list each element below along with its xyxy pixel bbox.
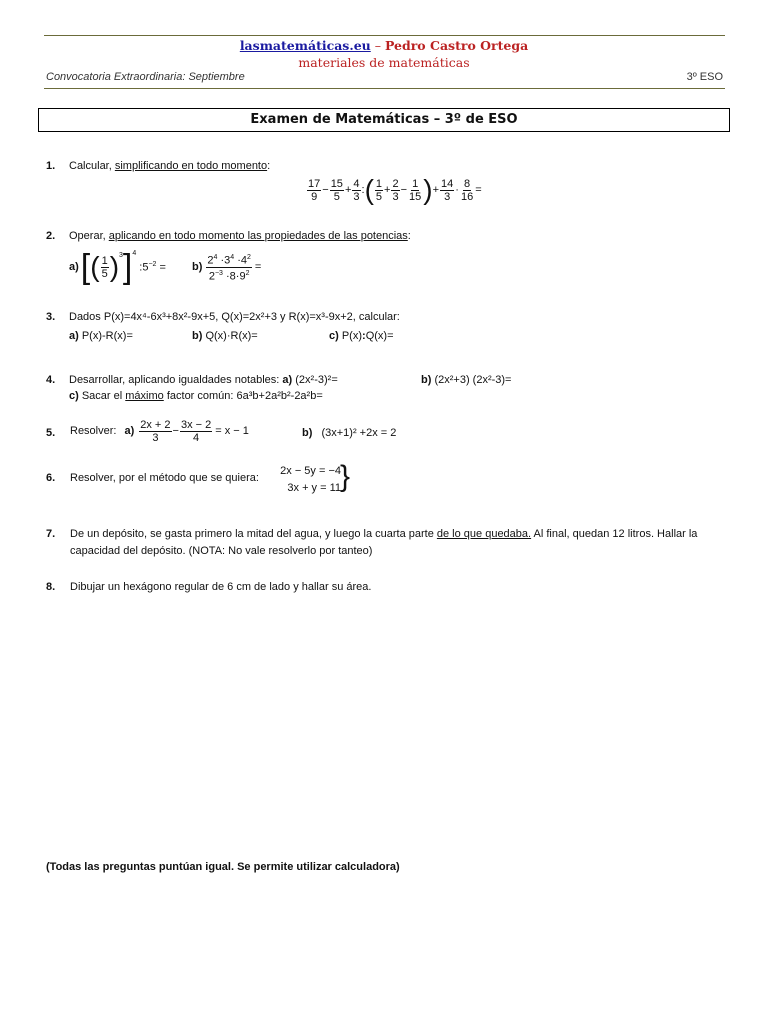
q4b — [421, 374, 511, 386]
site-link[interactable]: lasmatemáticas.eu — [239, 38, 371, 53]
q3-number: 3. — [46, 311, 56, 323]
q5b-expr: (3x+1)² +2x = 2 — [321, 427, 397, 439]
q6-eq1: 2x − 5y = −4 — [280, 465, 341, 477]
q2-number: 2. — [46, 230, 56, 242]
q6-eq2: 3x + y = 11 — [287, 482, 341, 494]
q6-text: Resolver, por el método que se quiera: — [70, 472, 259, 484]
q4-number: 4. — [46, 374, 56, 386]
q4a-label: a) — [282, 374, 293, 386]
q2-underlined: aplicando en todo momento las propiedades de las potencias — [108, 230, 408, 242]
q4b-label: b) — [421, 374, 432, 386]
header-line — [0, 38, 768, 53]
q5-prompt: Resolver: — [70, 425, 117, 437]
q3b-expr: Q(x)·R(x)= — [205, 330, 258, 342]
q3b-label: b) — [192, 330, 203, 342]
q7-underlined: de lo que quedaba. — [436, 528, 532, 540]
q3-text: Dados P(x)=4x⁴-6x³+8x²-9x+5, Q(x)=2x²+3 y R(x)=x³-9x+2, calcular: — [69, 311, 400, 323]
q5b — [302, 427, 396, 439]
course-level: 3º ESO — [686, 71, 723, 83]
exam-footer-note: (Todas las preguntas puntúan igual. Se permite utilizar calculadora) — [46, 861, 400, 873]
q3c-label: c) — [329, 330, 339, 342]
q1-text — [69, 160, 270, 172]
q7-number: 7. — [46, 528, 56, 540]
q4c-underlined: máximo — [125, 390, 164, 402]
q1-number: 1. — [46, 160, 56, 172]
q3c — [329, 330, 394, 342]
q8-number: 8. — [46, 581, 56, 593]
q4c-prefix: Sacar el — [81, 390, 126, 402]
q1-expression: $\frac{17}{9}$ − $\frac{15}{5}$ + $\frac{4}{3}$ : ( $\frac{1}{5}$ + $\frac{2}{3}$ − $\frac{1}{15}$ ) + $\frac{14}{3}$ · $\frac{8}{16}$ = — [308, 174, 482, 205]
q2b-expression: b) $\frac{2^4 \cdot 3^4 \cdot 4^2}{2^{-3} \cdot 8\cdot 9^2}$ = — [192, 254, 262, 283]
q3c-op: : — [362, 330, 366, 342]
q4c — [69, 390, 323, 402]
q7-text — [70, 528, 697, 540]
q4-prompt: Desarrollar, aplicando igualdades notables: — [69, 374, 280, 386]
q1-underlined: simplificando en todo momento — [114, 160, 268, 172]
q3c-pre: P(x) — [341, 330, 363, 342]
q3a-label: a) — [69, 330, 79, 342]
q5a-expression: Resolver: a) $\frac{2x + 2}{3}$ − $\frac{3x - 2}{4}$ = x − 1 — [70, 418, 249, 444]
q3a — [69, 330, 133, 342]
convocatoria: Convocatoria Extraordinaria: Septiembre — [46, 71, 245, 83]
q3c-post: Q(x)= — [365, 330, 394, 342]
system-brace: } — [340, 460, 351, 493]
header-bottom-rule — [44, 88, 725, 89]
exam-title: Examen de Matemáticas – 3º de ESO — [38, 108, 730, 132]
q5-number: 5. — [46, 427, 56, 439]
q5b-label: b) — [302, 427, 313, 439]
header-subtitle: materiales de matemáticas — [298, 55, 470, 70]
q2-prefix: Operar, — [69, 230, 109, 242]
q4c-label: c) — [69, 390, 79, 402]
q4a-expr: (2x²-3)²= — [295, 374, 338, 386]
q4b-expr: (2x²+3) (2x²-3)= — [434, 374, 512, 386]
header-dash: – — [374, 38, 381, 53]
q3b — [192, 330, 258, 342]
top-rule — [44, 35, 725, 36]
q3a-expr: P(x)-R(x)= — [81, 330, 133, 342]
q5a-label: a) — [124, 425, 135, 437]
q2-text — [69, 230, 411, 242]
q4c-suffix: factor común: 6a³b+2a²b²-2a²b= — [163, 390, 323, 402]
q1-suffix: : — [267, 160, 271, 172]
q7-text-line2: capacidad del depósito. (NOTA: No vale resolverlo por tanteo) — [70, 545, 373, 557]
q2-suffix: : — [407, 230, 411, 242]
author-name: Pedro Castro Ortega — [384, 38, 529, 53]
q8-text: Dibujar un hexágono regular de 6 cm de lado y hallar su área. — [70, 581, 372, 593]
q2a-expression: a) [ ( $\frac{1}{5}$ ) $^3$ ] $^4$ $:5^{-2}$ = — [69, 248, 166, 286]
q1-prefix: Calcular, — [69, 160, 115, 172]
q4-text — [69, 374, 338, 386]
q6-number: 6. — [46, 472, 56, 484]
q7-part-b: Al final, quedan 12 litros. Hallar la — [531, 528, 698, 540]
q7-part-a: De un depósito, se gasta primero la mitad del agua, y luego la cuarta parte — [70, 528, 437, 540]
